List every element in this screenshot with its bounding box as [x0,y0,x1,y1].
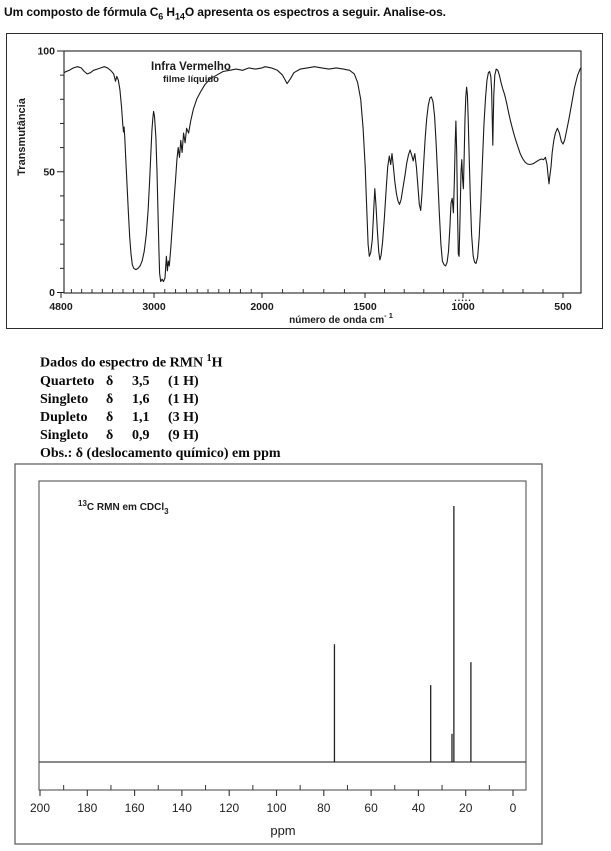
formula-h: H [166,5,175,19]
ir-x-tick-label: 2000 [250,301,274,313]
c13-tick-label: 80 [317,801,331,815]
formula-o: O [184,5,195,19]
ir-spectrum-panel [6,33,603,329]
nmr1h-row-quartet [40,373,281,391]
ir-y-tick-label: 0 [49,287,55,299]
nmr1h-heading-text: Dados do espectro de RMN [40,355,207,371]
nmr1h-data-block [40,350,281,463]
ir-subtitle: filme líquido [163,74,219,85]
ir-x-tick-label: 500 [554,301,572,313]
nmr1h-heading-tail: H [211,355,223,371]
title-suffix: apresenta os espectros a seguir. Analise-os. [194,5,446,19]
delta-symbol: δ [106,427,114,443]
nmr1h-heading-sup: 1 [206,353,212,364]
shift-value: 3,5 [132,373,150,389]
proton-count: (3 H) [168,409,199,425]
c13-spectrum-chart [14,463,543,845]
ir-curve [64,67,581,282]
proton-count: (9 H) [168,427,199,443]
c13-peaks [334,506,470,762]
title-text: Um composto de fórmula C [4,5,159,19]
delta-symbol: δ [106,391,114,407]
ir-dotted-mark: ..... [454,293,472,303]
formula-subscript-6: 6 [158,11,164,22]
shift-value: 1,6 [132,391,150,407]
ir-x-tick-label: 1000 [451,301,475,313]
c13-tick-label: 180 [77,801,98,815]
c13-tick-label: 20 [459,801,473,815]
proton-count: (1 H) [168,391,199,407]
nmr1h-heading [40,350,281,373]
ir-y-tick-label: 50 [43,166,55,179]
ir-x-axis-label-main: número de onda cm [289,315,385,326]
ir-x-tick-label: 1500 [353,301,377,313]
shift-value: 1,1 [132,409,150,425]
c13-tick-label: 200 [29,801,51,815]
ir-x-tick-label: 3000 [142,301,166,313]
c13-title-sup: 13 [78,499,87,508]
multiplicity: Singleto [40,391,89,407]
formula-subscript-14: 14 [175,11,185,22]
ir-x-axis-label [289,311,393,326]
proton-count: (1 H) [168,373,199,389]
page-title [4,5,604,21]
c13-tick-label: 60 [364,801,378,815]
ir-x-axis-label-sup: - 1 [384,311,393,320]
delta-symbol: δ [106,373,114,389]
c13-outer-box [15,464,542,844]
c13-tick-label: 140 [171,801,192,815]
c13-tick-label: 120 [219,801,240,815]
nmr1h-row-doublet [40,409,281,427]
multiplicity: Singleto [40,427,89,443]
c13-tick-label: 100 [266,801,287,815]
multiplicity: Dupleto [40,409,88,425]
c13-spectrum-panel [14,463,543,845]
c13-tick-label: 40 [411,801,426,815]
nmr1h-note: Obs.: δ (deslocamento químico) em ppm [40,445,281,461]
nmr1h-row-singlet2 [40,427,281,445]
ir-spectrum-chart [7,34,601,327]
shift-value: 0,9 [132,427,150,443]
c13-title [78,499,169,516]
c13-title-sub: 3 [164,507,169,516]
multiplicity: Quarteto [40,373,95,389]
ir-title: Infra Vermelho [151,61,231,73]
c13-inner-box [39,481,526,790]
nmr1h-row-singlet1 [40,391,281,409]
c13-title-main: C RMN em CDCl [86,502,165,513]
c13-tick-label: 160 [124,801,145,815]
c13-axis-tick-labels [30,801,517,815]
ir-axis-ticks [57,51,563,298]
ir-y-tick-label: 100 [37,45,55,58]
c13-tick-label: 0 [509,801,517,815]
ir-x-tick-label: 4800 [49,301,73,313]
delta-symbol: δ [106,409,114,425]
ir-plot-frame [64,51,581,293]
c13-x-axis-label: ppm [270,823,296,838]
ir-y-axis-label: Transmutância [16,98,28,176]
